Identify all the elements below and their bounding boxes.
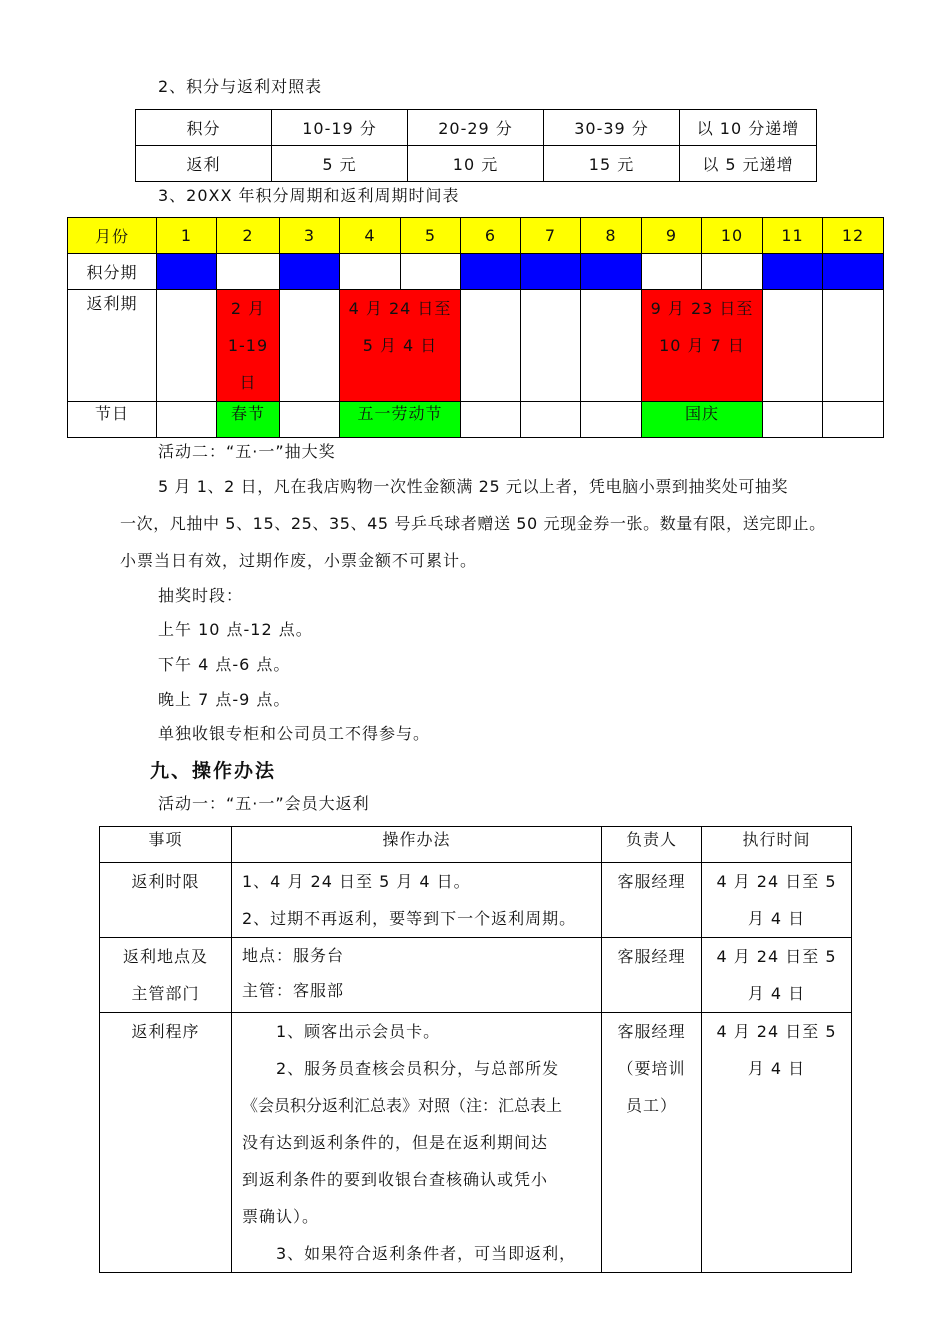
header-time: 执行时间 — [702, 827, 852, 863]
cell-rebate-2: 10 元 — [408, 146, 544, 182]
row-label-rebate: 返利期 — [68, 290, 157, 402]
rebate-feb-line3: 日 — [239, 373, 257, 392]
rebate-feb-line1: 2 月 — [230, 299, 266, 318]
row2-time-line1: 4 月 24 日至 5 — [716, 947, 837, 966]
row2-item-line1: 返利地点及 — [122, 947, 208, 966]
header-m10: 10 — [702, 218, 763, 254]
holiday-cell-m12 — [823, 402, 884, 438]
rebate-feb-line2: 1-19 — [227, 336, 269, 355]
holiday-spring: 春节 — [217, 402, 280, 438]
row2-time — [702, 938, 852, 1013]
row3-method-line4: 没有达到返利条件的，但是在返利期间达 — [242, 1133, 549, 1152]
rebate-cell-apr-may — [340, 290, 461, 402]
activity1-title: 活动一：“五·一”会员大返利 — [158, 794, 370, 813]
cell-points-4: 以 10 分递增 — [680, 110, 817, 146]
table-row-header — [68, 218, 884, 254]
row2-item-line2: 主管部门 — [131, 984, 200, 1003]
points-cell-m1 — [157, 254, 217, 290]
row2-time-line2: 月 4 日 — [747, 984, 806, 1003]
holiday-national: 国庆 — [642, 402, 763, 438]
row3-method — [232, 1013, 602, 1273]
section3-title: 3、20XX 年积分周期和返利周期时间表 — [158, 186, 460, 205]
row1-time-line1: 4 月 24 日至 5 — [716, 872, 837, 891]
header-m1: 1 — [157, 218, 217, 254]
activity2-paragraph-line1: 5 月 1、2 日，凡在我店购物一次性金额满 25 元以上者，凭电脑小票到抽奖处可抽奖 — [158, 477, 789, 496]
row3-method-line7: 3、如果符合返利条件者，可当即返利， — [276, 1244, 577, 1263]
row3-time-line1: 4 月 24 日至 5 — [716, 1022, 837, 1041]
table-row — [100, 863, 852, 938]
row1-item: 返利时限 — [100, 863, 232, 938]
row3-owner-line3: 员工） — [625, 1096, 677, 1115]
holiday-labor: 五一劳动节 — [340, 402, 461, 438]
rebate-cell-m12 — [823, 290, 884, 402]
table-row — [100, 938, 852, 1013]
points-cell-m9 — [642, 254, 702, 290]
header-item: 事项 — [100, 827, 232, 863]
rebate-cell-m3 — [280, 290, 340, 402]
rebate-cell-m1 — [157, 290, 217, 402]
section2-title: 2、积分与返利对照表 — [158, 77, 323, 96]
activity2-paragraph-line3: 小票当日有效，过期作废，小票金额不可累计。 — [120, 551, 478, 570]
holiday-cell-m8 — [581, 402, 642, 438]
row3-method-line3: 《会员积分返利汇总表》对照（注：汇总表上 — [242, 1096, 563, 1115]
points-cell-m5 — [401, 254, 461, 290]
row1-time-line2: 月 4 日 — [747, 909, 806, 928]
row3-owner — [602, 1013, 702, 1273]
holiday-cell-m11 — [763, 402, 823, 438]
header-m7: 7 — [521, 218, 581, 254]
activity2-paragraph-line2: 一次，凡抽中 5、15、25、35、45 号乒乓球者赠送 50 元现金券一张。数量有限，送完即止。 — [120, 514, 826, 533]
lottery-time-morning: 上午 10 点-12 点。 — [158, 620, 313, 639]
cell-rebate-4: 以 5 元递增 — [680, 146, 817, 182]
cell-rebate-3: 15 元 — [544, 146, 680, 182]
table-row-points — [68, 254, 884, 290]
schedule-table — [67, 217, 884, 438]
points-cell-m11 — [763, 254, 823, 290]
points-cell-m10 — [702, 254, 763, 290]
header-month: 月份 — [68, 218, 157, 254]
table-row-rebate — [68, 290, 884, 402]
rebate-sep-line1: 9 月 23 日至 — [650, 299, 754, 318]
row3-time — [702, 1013, 852, 1273]
points-cell-m3 — [280, 254, 340, 290]
rebate-apr-line2: 5 月 4 日 — [362, 336, 438, 355]
lottery-time-evening: 晚上 7 点-9 点。 — [158, 690, 291, 709]
row1-time — [702, 863, 852, 938]
header-m2: 2 — [217, 218, 280, 254]
holiday-cell-m1 — [157, 402, 217, 438]
cell-rebate-1: 5 元 — [272, 146, 408, 182]
points-rebate-table — [135, 109, 817, 182]
rebate-cell-feb — [217, 290, 280, 402]
row3-method-line6: 票确认）。 — [242, 1207, 320, 1226]
header-m9: 9 — [642, 218, 702, 254]
row-label-points: 积分期 — [68, 254, 157, 290]
rebate-cell-sep-oct — [642, 290, 763, 402]
table-row — [136, 110, 817, 146]
header-method: 操作办法 — [232, 827, 602, 863]
holiday-cell-m6 — [461, 402, 521, 438]
header-m12: 12 — [823, 218, 884, 254]
row3-method-line2: 2、服务员查核会员积分，与总部所发 — [276, 1059, 560, 1078]
row2-method-line2: 主管：客服部 — [242, 981, 345, 1000]
row3-method-line1: 1、顾客出示会员卡。 — [276, 1022, 441, 1041]
header-m6: 6 — [461, 218, 521, 254]
row2-method-line1: 地点：服务台 — [242, 946, 345, 965]
row1-method — [232, 863, 602, 938]
lottery-times-title: 抽奖时段： — [158, 586, 244, 605]
operation-table — [99, 826, 852, 1273]
lottery-time-afternoon: 下午 4 点-6 点。 — [158, 655, 291, 674]
cell-points-3: 30-39 分 — [544, 110, 680, 146]
section9-heading: 九、操作办法 — [150, 760, 277, 782]
table-row — [100, 1013, 852, 1273]
row1-owner: 客服经理 — [602, 863, 702, 938]
row3-time-line2: 月 4 日 — [747, 1059, 806, 1078]
row2-item — [100, 938, 232, 1013]
cell-points-label: 积分 — [136, 110, 272, 146]
header-m8: 8 — [581, 218, 642, 254]
row3-owner-line2: （要培训 — [617, 1059, 686, 1078]
points-cell-m7 — [521, 254, 581, 290]
header-owner: 负责人 — [602, 827, 702, 863]
row-label-holiday: 节日 — [68, 402, 157, 438]
row1-method-line2: 2、过期不再返利，要等到下一个返利周期。 — [242, 909, 577, 928]
lottery-exclusion-note: 单独收银专柜和公司员工不得参与。 — [158, 724, 431, 743]
row3-method-line5: 到返利条件的要到收银台查核确认或凭小 — [242, 1170, 549, 1189]
rebate-cell-m7 — [521, 290, 581, 402]
cell-rebate-label: 返利 — [136, 146, 272, 182]
rebate-cell-m11 — [763, 290, 823, 402]
points-cell-m6 — [461, 254, 521, 290]
holiday-cell-m3 — [280, 402, 340, 438]
cell-points-2: 20-29 分 — [408, 110, 544, 146]
table-row-header — [100, 827, 852, 863]
points-cell-m2 — [217, 254, 280, 290]
holiday-cell-m7 — [521, 402, 581, 438]
points-cell-m12 — [823, 254, 884, 290]
rebate-sep-line2: 10 月 7 日 — [659, 336, 745, 355]
row1-method-line1: 1、4 月 24 日至 5 月 4 日。 — [242, 872, 471, 891]
header-m4: 4 — [340, 218, 401, 254]
row3-item: 返利程序 — [100, 1013, 232, 1273]
row2-owner: 客服经理 — [602, 938, 702, 1013]
row2-method — [232, 938, 602, 1013]
header-m3: 3 — [280, 218, 340, 254]
rebate-apr-line1: 4 月 24 日至 — [348, 299, 452, 318]
table-row-holiday — [68, 402, 884, 438]
rebate-cell-m6 — [461, 290, 521, 402]
header-m5: 5 — [401, 218, 461, 254]
points-cell-m8 — [581, 254, 642, 290]
rebate-cell-m8 — [581, 290, 642, 402]
activity2-title: 活动二：“五·一”抽大奖 — [158, 442, 336, 461]
points-cell-m4 — [340, 254, 401, 290]
header-m11: 11 — [763, 218, 823, 254]
row3-owner-line1: 客服经理 — [617, 1022, 686, 1041]
table-row — [136, 146, 817, 182]
cell-points-1: 10-19 分 — [272, 110, 408, 146]
